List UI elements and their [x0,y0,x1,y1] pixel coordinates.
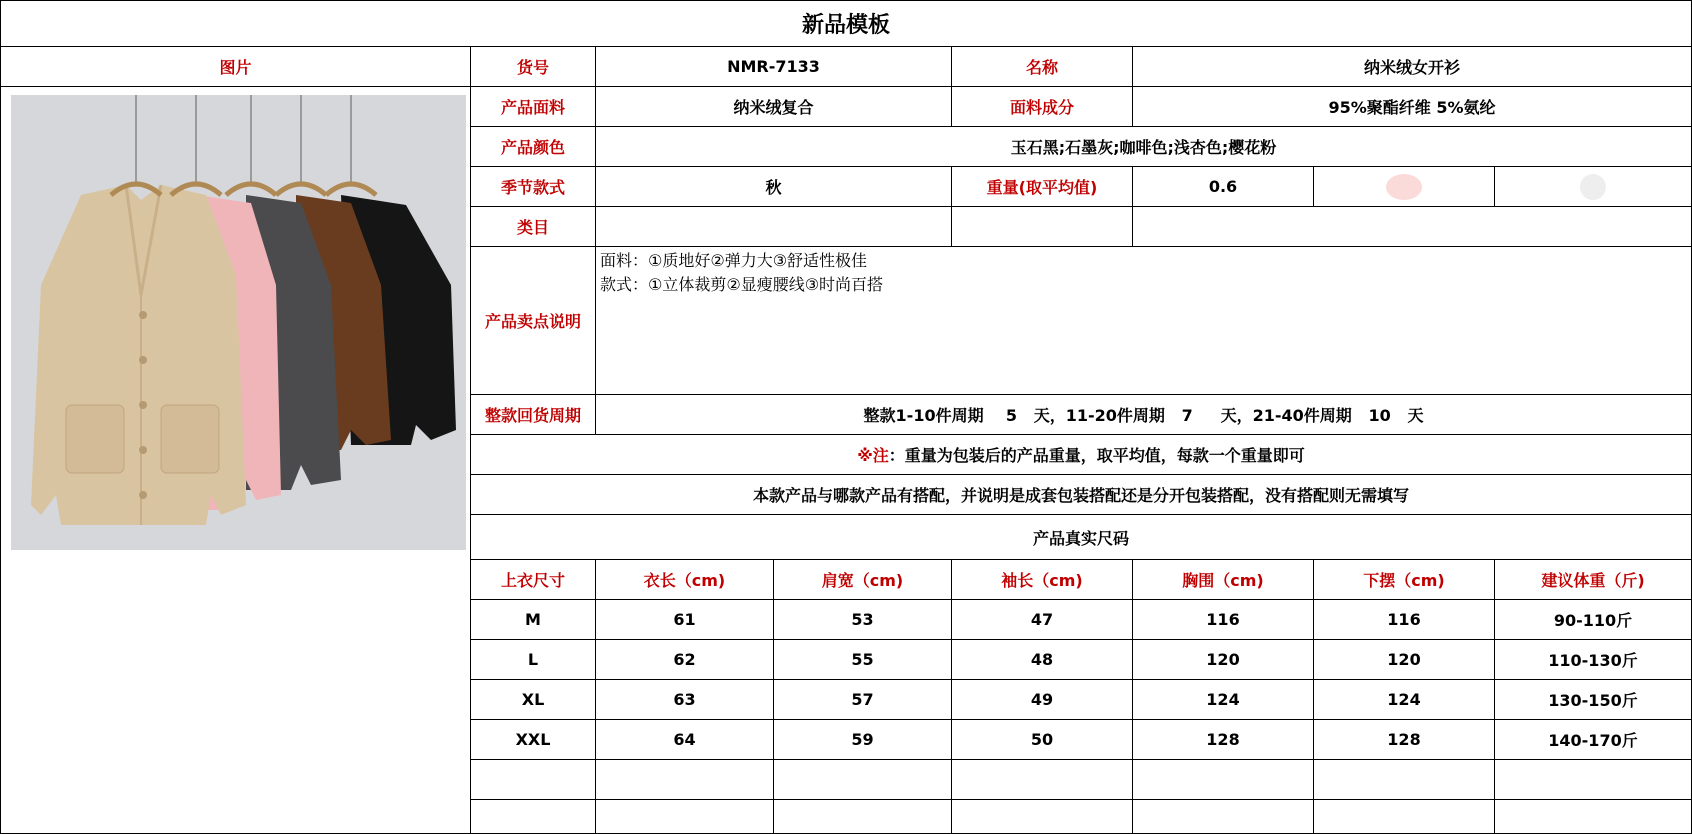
size-cell: 116 [1133,600,1314,640]
empty-size-cell [1133,760,1314,800]
note-mark: ※注 [857,446,889,465]
category-empty-cell [952,207,1133,247]
size-cell: 63 [596,680,774,720]
size-cell: 116 [1314,600,1495,640]
size-header-sleeve: 袖长（cm) [952,560,1133,600]
empty-size-cell [774,800,952,834]
size-cell: 53 [774,600,952,640]
empty-size-cell [952,760,1133,800]
category-label: 类目 [471,207,596,247]
color-label: 产品颜色 [471,127,596,167]
size-cell: 140-170斤 [1495,720,1692,760]
weight-note [471,435,1692,475]
size-header-hem: 下摆（cm) [1314,560,1495,600]
size-cell: 110-130斤 [1495,640,1692,680]
selling-point-style: 款式：①立体裁剪②显瘦腰线③时尚百搭 [600,275,884,294]
item-no-value: NMR-7133 [596,47,952,87]
blurred-mark [1386,174,1422,200]
weight-label: 重量(取平均值) [952,167,1133,207]
size-cell: 64 [596,720,774,760]
picture-cell [0,87,471,834]
sheet-title: 新品模板 [0,0,1692,47]
empty-size-cell [1314,760,1495,800]
empty-size-cell [1495,760,1692,800]
selling-point-fabric: 面料：①质地好②弹力大③舒适性极佳 [600,251,868,270]
size-cell: 128 [1314,720,1495,760]
size-cell: 62 [596,640,774,680]
fabric-value: 纳米绒复合 [596,87,952,127]
empty-size-cell [471,760,596,800]
size-header-chest: 胸围（cm) [1133,560,1314,600]
size-cell: 59 [774,720,952,760]
size-cell: 50 [952,720,1133,760]
category-value [596,207,952,247]
empty-size-cell [471,800,596,834]
size-cell: M [471,600,596,640]
blurred-mark [1580,174,1606,200]
fabric-label: 产品面料 [471,87,596,127]
product-photo [11,95,466,550]
note-text: ：重量为包装后的产品重量，取平均值，每款一个重量即可 [888,446,1305,465]
selling-points-label: 产品卖点说明 [471,247,596,395]
weight-extra-cell-2 [1495,167,1692,207]
size-cell: 90-110斤 [1495,600,1692,640]
size-cell: 128 [1133,720,1314,760]
matching-note: 本款产品与哪款产品有搭配，并说明是成套包装搭配还是分开包装搭配，没有搭配则无需填写 [471,475,1692,515]
size-cell: 124 [1314,680,1495,720]
size-header-weight: 建议体重（斤) [1495,560,1692,600]
item-no-label: 货号 [471,47,596,87]
size-table-title: 产品真实尺码 [471,515,1692,560]
size-cell: 120 [1133,640,1314,680]
empty-size-cell [596,760,774,800]
size-cell: 49 [952,680,1133,720]
name-label: 名称 [952,47,1133,87]
cardigan-photo-illustration [11,95,466,550]
size-cell: XL [471,680,596,720]
season-label: 季节款式 [471,167,596,207]
restock-value [596,395,1692,435]
size-cell: 61 [596,600,774,640]
size-cell: 120 [1314,640,1495,680]
size-cell: 57 [774,680,952,720]
weight-value: 0.6 [1133,167,1314,207]
empty-size-cell [1314,800,1495,834]
size-cell: 55 [774,640,952,680]
size-header-length: 衣长（cm) [596,560,774,600]
empty-size-cell [952,800,1133,834]
restock-label: 整款回货周期 [471,395,596,435]
size-cell: 48 [952,640,1133,680]
size-cell: L [471,640,596,680]
empty-size-cell [1133,800,1314,834]
weight-extra-cell-1 [1314,167,1495,207]
composition-label: 面料成分 [952,87,1133,127]
picture-label: 图片 [0,47,471,87]
composition-value: 95%聚酯纤维 5%氨纶 [1133,87,1692,127]
empty-size-cell [774,760,952,800]
size-cell: XXL [471,720,596,760]
category-empty-cell [1133,207,1692,247]
restock-text: 整款1-10件周期 5 天，11-20件周期 7 天，21-40件周期 10 天 [863,406,1424,425]
color-value: 玉石黑;石墨灰;咖啡色;浅杏色;樱花粉 [596,127,1692,167]
size-cell: 130-150斤 [1495,680,1692,720]
season-value: 秋 [596,167,952,207]
size-header-shoulder: 肩宽（cm) [774,560,952,600]
empty-size-cell [596,800,774,834]
size-cell: 47 [952,600,1133,640]
empty-size-cell [1495,800,1692,834]
name-value: 纳米绒女开衫 [1133,47,1692,87]
size-cell: 124 [1133,680,1314,720]
selling-points-text [596,247,1692,395]
size-header-size: 上衣尺寸 [471,560,596,600]
